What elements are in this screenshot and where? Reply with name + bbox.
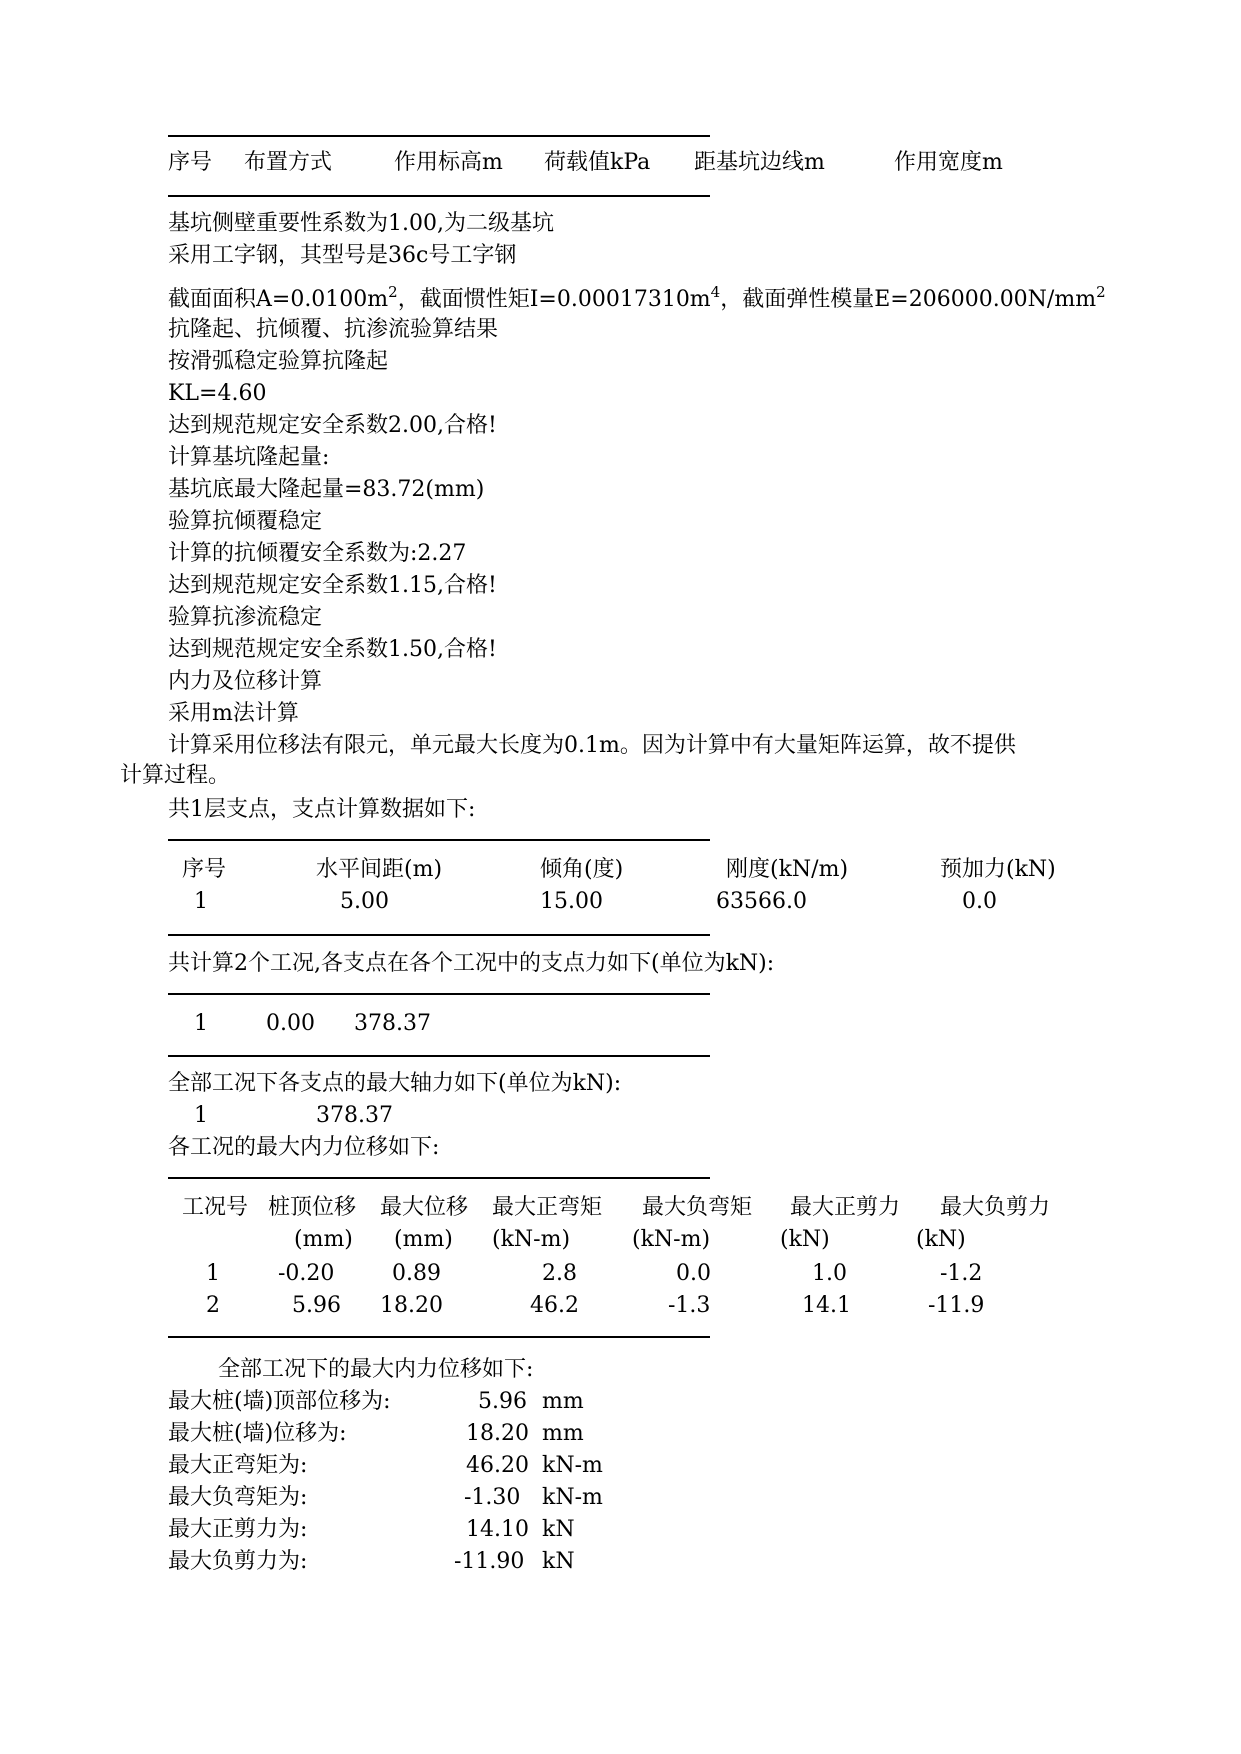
summary-unit-pos-moment: kN-m [542, 1453, 603, 1478]
overturn-value: 计算的抗倾覆安全系数为:2.27 [168, 541, 467, 566]
case-header-pos-moment: 最大正弯矩 [492, 1195, 603, 1220]
case-header-pos-shear: 最大正剪力 [790, 1195, 901, 1220]
case1-max-disp: 0.89 [392, 1261, 441, 1286]
case1-neg-shear: -1.2 [940, 1261, 983, 1286]
case-header-neg-moment: 最大负弯矩 [642, 1195, 753, 1220]
support-cell-spacing: 5.00 [340, 889, 389, 914]
case1-pos-shear: 1.0 [812, 1261, 847, 1286]
case2-pos-shear: 14.1 [802, 1293, 851, 1318]
summary-value-neg-moment: -1.30 [464, 1485, 521, 1510]
case2-neg-moment: -1.3 [668, 1293, 711, 1318]
support-cell-stiffness: 63566.0 [716, 889, 807, 914]
table-rule [168, 195, 710, 197]
summary-title: 全部工况下的最大内力位移如下: [218, 1357, 534, 1382]
max-axial-intro: 全部工况下各支点的最大轴力如下(单位为kN): [168, 1071, 622, 1096]
summary-label-max-disp: 最大桩(墙)位移为: [168, 1421, 347, 1446]
case-header-max-disp: 最大位移 [380, 1195, 469, 1220]
kl-ok: 达到规范规定安全系数2.00,合格! [168, 413, 497, 438]
summary-value-pos-shear: 14.10 [466, 1517, 529, 1542]
table-rule [168, 1055, 710, 1057]
max-axial-no: 1 [194, 1103, 208, 1128]
support-header-no: 序号 [182, 857, 227, 882]
seepage-ok: 达到规范规定安全系数1.50,合格! [168, 637, 497, 662]
summary-label-neg-moment: 最大负弯矩为: [168, 1485, 308, 1510]
max-internal-intro: 各工况的最大内力位移如下: [168, 1135, 440, 1160]
case-unit-neg-shear: (kN) [916, 1227, 966, 1252]
case2-no: 2 [206, 1293, 220, 1318]
case-unit-pos-moment: (kN-m) [492, 1227, 571, 1252]
case2-max-disp: 18.20 [380, 1293, 443, 1318]
section-line: 截面面积$A=0.0100m^2$，截面惯性矩$I=0.00017310m^4$，截面弹性模量$E=206000.00N/mm^2$ [168, 283, 1106, 312]
stability-title: 抗隆起、抗倾覆、抗渗流验算结果 [168, 317, 499, 342]
fem-line-2: 计算过程。 [120, 763, 231, 788]
summary-unit-max-disp: mm [542, 1421, 584, 1446]
internal-title: 内力及位移计算 [168, 669, 323, 694]
summary-label-top-disp: 最大桩(墙)顶部位移为: [168, 1389, 391, 1414]
fem-line-1: 计算采用位移法有限元，单元最大长度为0.1m。因为计算中有大量矩阵运算，故不提供 [168, 733, 1016, 758]
summary-label-neg-shear: 最大负剪力为: [168, 1549, 308, 1574]
overturn-title: 验算抗倾覆稳定 [168, 509, 323, 534]
importance-line: 基坑侧壁重要性系数为1.00,为二级基坑 [168, 211, 554, 236]
load-header-load: 荷载值kPa [544, 150, 651, 175]
case-unit-pos-shear: (kN) [780, 1227, 830, 1252]
support-header-prestress: 预加力(kN) [940, 857, 1056, 882]
case-intro: 共计算2个工况,各支点在各个工况中的支点力如下(单位为kN): [168, 951, 775, 976]
force-cell-no: 1 [194, 1011, 208, 1036]
case2-neg-shear: -11.9 [928, 1293, 985, 1318]
case-header-no: 工况号 [182, 1195, 249, 1220]
support-cell-angle: 15.00 [540, 889, 603, 914]
load-header-width: 作用宽度m [894, 150, 1003, 175]
force-cell-case1: 0.00 [266, 1011, 315, 1036]
support-intro: 共1层支点，支点计算数据如下: [168, 797, 476, 822]
case1-no: 1 [206, 1261, 220, 1286]
case-unit-neg-moment: (kN-m) [632, 1227, 711, 1252]
table-rule [168, 1336, 710, 1338]
case-unit-top-disp: (mm) [294, 1227, 353, 1252]
table-rule [168, 135, 710, 137]
summary-value-max-disp: 18.20 [466, 1421, 529, 1446]
heave-title: 计算基坑隆起量: [168, 445, 330, 470]
load-header-layout: 布置方式 [244, 150, 333, 175]
load-header-distance: 距基坑边线m [694, 150, 825, 175]
case-header-top-disp: 桩顶位移 [268, 1195, 357, 1220]
kl-value: KL=4.60 [168, 381, 267, 406]
table-rule [168, 839, 710, 841]
support-cell-no: 1 [194, 889, 208, 914]
summary-label-pos-moment: 最大正弯矩为: [168, 1453, 308, 1478]
case-unit-max-disp: (mm) [394, 1227, 453, 1252]
steel-line: 采用工字钢，其型号是36c号工字钢 [168, 243, 517, 268]
overturn-ok: 达到规范规定安全系数1.15,合格! [168, 573, 497, 598]
table-rule [168, 993, 710, 995]
summary-label-pos-shear: 最大正剪力为: [168, 1517, 308, 1542]
summary-value-neg-shear: -11.90 [454, 1549, 525, 1574]
summary-value-pos-moment: 46.20 [466, 1453, 529, 1478]
load-header-no: 序号 [168, 150, 213, 175]
summary-unit-neg-shear: kN [542, 1549, 575, 1574]
force-cell-case2: 378.37 [354, 1011, 431, 1036]
case-header-neg-shear: 最大负剪力 [940, 1195, 1051, 1220]
support-cell-prestress: 0.0 [962, 889, 997, 914]
seepage-title: 验算抗渗流稳定 [168, 605, 323, 630]
summary-unit-top-disp: mm [542, 1389, 584, 1414]
case1-pos-moment: 2.8 [542, 1261, 577, 1286]
table-rule [168, 1177, 710, 1179]
heave-value: 基坑底最大隆起量=83.72(mm) [168, 477, 485, 502]
support-header-spacing: 水平间距(m) [316, 857, 443, 882]
summary-value-top-disp: 5.96 [478, 1389, 527, 1414]
case1-top-disp: -0.20 [278, 1261, 335, 1286]
table-rule [168, 934, 710, 936]
m-method: 采用m法计算 [168, 701, 299, 726]
summary-unit-neg-moment: kN-m [542, 1485, 603, 1510]
max-axial-value: 378.37 [316, 1103, 393, 1128]
load-header-elevation: 作用标高m [394, 150, 503, 175]
support-header-stiffness: 刚度(kN/m) [726, 857, 849, 882]
slip-title: 按滑弧稳定验算抗隆起 [168, 349, 389, 374]
case1-neg-moment: 0.0 [676, 1261, 711, 1286]
support-header-angle: 倾角(度) [540, 857, 624, 882]
case2-top-disp: 5.96 [292, 1293, 341, 1318]
summary-unit-pos-shear: kN [542, 1517, 575, 1542]
case2-pos-moment: 46.2 [530, 1293, 579, 1318]
